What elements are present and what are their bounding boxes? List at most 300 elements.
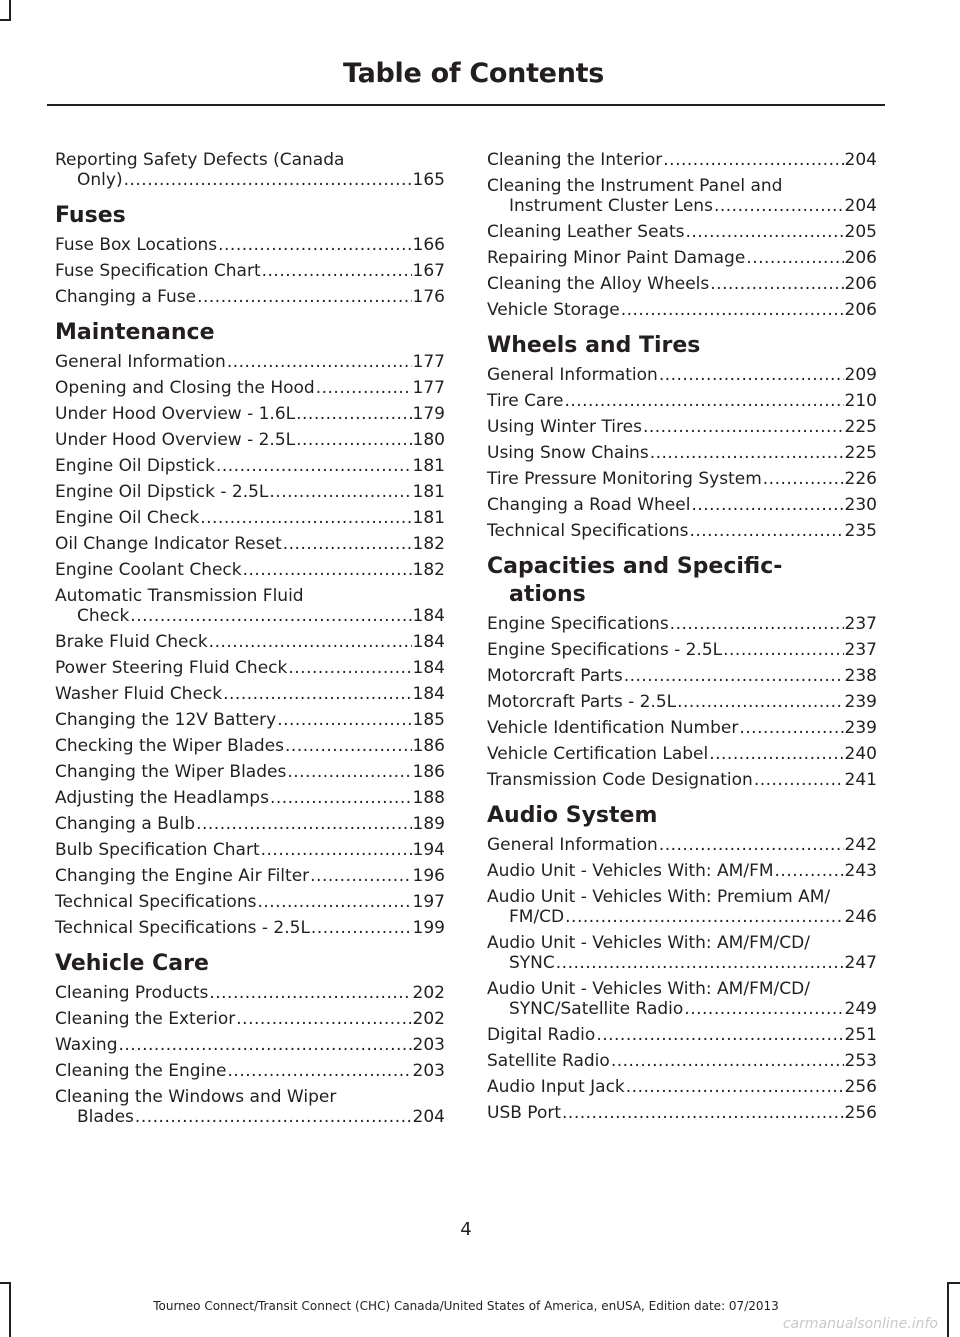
- toc-entry-line: [55, 736, 445, 756]
- dot-leader: [626, 1077, 844, 1097]
- toc-entry-line: [487, 365, 877, 385]
- toc-entry-text: USB Port: [487, 1103, 562, 1123]
- dot-leader: [223, 684, 411, 704]
- toc-entry-line: [55, 710, 445, 730]
- toc-entry-line: [487, 666, 877, 686]
- toc-entry[interactable]: [487, 979, 877, 1019]
- toc-entry[interactable]: [487, 469, 877, 489]
- toc-entry-line: [487, 614, 877, 634]
- toc-entry-text: Audio Unit - Vehicles With: Premium AM/: [487, 887, 831, 907]
- toc-entry-line: [487, 417, 877, 437]
- toc-section: [487, 802, 877, 1123]
- toc-page-number: 225: [844, 443, 877, 463]
- section-heading-text: Wheels and Tires: [487, 333, 701, 358]
- dot-leader: [287, 762, 411, 782]
- toc-entry-text: Changing the 12V Battery: [55, 710, 277, 730]
- toc-entry-text: Changing a Fuse: [55, 287, 197, 307]
- toc-entry-text: Satellite Radio: [487, 1051, 610, 1071]
- toc-entry-text: Automatic Transmission Fluid: [55, 586, 304, 606]
- toc-page-number: 206: [844, 300, 877, 320]
- toc-entry-text: Audio Unit - Vehicles With: AM/FM/CD/: [487, 933, 810, 953]
- toc-page-number: 203: [412, 1061, 445, 1081]
- toc-entry[interactable]: [55, 287, 445, 307]
- toc-entry[interactable]: [55, 736, 445, 756]
- toc-page-number: 177: [412, 352, 445, 372]
- toc-page-number: 210: [844, 391, 877, 411]
- toc-page-number: 199: [412, 918, 445, 938]
- toc-page-number: 206: [844, 274, 877, 294]
- toc-entry-text: Technical Specifications: [487, 521, 689, 541]
- toc-entry-line: [55, 235, 445, 255]
- dot-leader: [296, 430, 411, 450]
- dot-leader: [677, 692, 843, 712]
- toc-entry-line: [487, 744, 877, 764]
- toc-entry[interactable]: [487, 1077, 877, 1097]
- toc-entry[interactable]: [55, 508, 445, 528]
- toc-entry-line: [487, 521, 877, 541]
- toc-section: [487, 150, 877, 320]
- dot-leader: [236, 1009, 411, 1029]
- toc-page-number: 249: [844, 999, 877, 1019]
- toc-entry-text: Cleaning the Instrument Panel and: [487, 176, 783, 196]
- dot-leader: [643, 417, 844, 437]
- toc-entry-text: Engine Coolant Check: [55, 560, 242, 580]
- dot-leader: [754, 770, 844, 790]
- dot-leader: [311, 918, 412, 938]
- dot-leader: [277, 710, 411, 730]
- toc-entry-text: Cleaning the Windows and Wiper: [55, 1087, 337, 1107]
- toc-entry[interactable]: [55, 456, 445, 476]
- crop-mark: [947, 1282, 960, 1284]
- dot-leader: [564, 391, 843, 411]
- toc-entry-text: Opening and Closing the Hood: [55, 378, 315, 398]
- toc-entry-line: [55, 1087, 445, 1107]
- dot-leader: [611, 1051, 844, 1071]
- toc-entry[interactable]: [487, 887, 877, 927]
- toc-entry-line: [55, 840, 445, 860]
- toc-left-column: [55, 150, 445, 1139]
- dot-leader: [659, 835, 844, 855]
- dot-leader: [670, 614, 844, 634]
- toc-entry-text: Instrument Cluster Lens: [509, 196, 713, 216]
- dot-leader: [209, 632, 412, 652]
- toc-entry-text: Washer Fluid Check: [55, 684, 223, 704]
- toc-entry-line: [55, 1009, 445, 1029]
- dot-leader: [739, 718, 843, 738]
- toc-page-number: 182: [412, 534, 445, 554]
- toc-entry[interactable]: [487, 1025, 877, 1045]
- toc-entry[interactable]: [55, 658, 445, 678]
- toc-page-number: 238: [844, 666, 877, 686]
- toc-page-number: 209: [844, 365, 877, 385]
- toc-entry[interactable]: [55, 586, 445, 626]
- toc-entry-line: [487, 861, 877, 881]
- toc-entry-line: [487, 1077, 877, 1097]
- dot-leader: [684, 999, 843, 1019]
- section-heading-text: Fuses: [55, 203, 126, 228]
- toc-entry[interactable]: [487, 300, 877, 320]
- toc-page-number: 256: [844, 1103, 877, 1123]
- toc-page-number: 202: [412, 1009, 445, 1029]
- toc-page-number: 167: [412, 261, 445, 281]
- toc-entry[interactable]: [487, 248, 877, 268]
- toc-entry-text: Using Winter Tires: [487, 417, 642, 437]
- toc-entry[interactable]: [487, 614, 877, 634]
- dot-leader: [209, 983, 411, 1003]
- toc-entry-text: Engine Oil Dipstick: [55, 456, 215, 476]
- toc-entry-line: [55, 404, 445, 424]
- toc-section: [487, 332, 877, 541]
- toc-entry-text: Under Hood Overview - 1.6L: [55, 404, 296, 424]
- toc-entry-line: [55, 508, 445, 528]
- toc-entry-line: [487, 770, 877, 790]
- toc-page-number: 184: [412, 658, 445, 678]
- dot-leader: [283, 534, 412, 554]
- toc-entry[interactable]: [55, 378, 445, 398]
- toc-page-number: 246: [844, 907, 877, 927]
- toc-page-number: 177: [412, 378, 445, 398]
- toc-page-number: 188: [412, 788, 445, 808]
- dot-leader: [196, 814, 411, 834]
- toc-entry[interactable]: [487, 770, 877, 790]
- toc-entry-line: [55, 287, 445, 307]
- toc-entry[interactable]: [487, 933, 877, 973]
- toc-entry-text: General Information: [487, 365, 658, 385]
- toc-entry-text: Power Steering Fluid Check: [55, 658, 288, 678]
- toc-entry-text: Adjusting the Headlamps: [55, 788, 269, 808]
- dot-leader: [596, 1025, 843, 1045]
- toc-entry-text: Only): [77, 170, 123, 190]
- toc-page-number: 182: [412, 560, 445, 580]
- toc-entry-line: [55, 150, 445, 170]
- toc-page-number: 186: [412, 762, 445, 782]
- toc-page-number: 203: [412, 1035, 445, 1055]
- toc-entry-text: Cleaning the Alloy Wheels: [487, 274, 710, 294]
- toc-entry-text: Engine Specifications: [487, 614, 669, 634]
- dot-leader: [216, 456, 412, 476]
- toc-entry[interactable]: [487, 835, 877, 855]
- toc-entry-text: Blades: [77, 1107, 134, 1127]
- toc-entry-line: [487, 718, 877, 738]
- toc-entry[interactable]: [487, 365, 877, 385]
- toc-entry[interactable]: [487, 521, 877, 541]
- toc-entry-line: [487, 222, 877, 242]
- toc-entry[interactable]: [55, 892, 445, 912]
- toc-entry[interactable]: [487, 1051, 877, 1071]
- toc-page-number: 240: [844, 744, 877, 764]
- toc-entry[interactable]: [487, 744, 877, 764]
- toc-entry[interactable]: [55, 866, 445, 886]
- dot-leader: [714, 196, 844, 216]
- dot-leader: [119, 1035, 412, 1055]
- dot-leader: [261, 840, 412, 860]
- dot-leader: [710, 274, 843, 294]
- toc-entry-line: [487, 196, 877, 216]
- toc-entry-text: Changing a Bulb: [55, 814, 196, 834]
- toc-page-number: 253: [844, 1051, 877, 1071]
- toc-page-number: 181: [412, 482, 445, 502]
- dot-leader: [659, 365, 844, 385]
- toc-entry-line: [55, 1035, 445, 1055]
- toc-entry-text: Cleaning Products: [55, 983, 209, 1003]
- section-heading: [55, 950, 445, 978]
- toc-entry-line: [487, 835, 877, 855]
- toc-page-number: 166: [412, 235, 445, 255]
- toc-entry-text: Brake Fluid Check: [55, 632, 208, 652]
- toc-entry-text: Cleaning the Engine: [55, 1061, 227, 1081]
- toc-entry-text: Audio Unit - Vehicles With: AM/FM: [487, 861, 774, 881]
- toc-entry-line: [487, 640, 877, 660]
- toc-entry-line: [55, 892, 445, 912]
- toc-entry-text: Under Hood Overview - 2.5L: [55, 430, 296, 450]
- toc-page-number: 247: [844, 953, 877, 973]
- dot-leader: [262, 261, 412, 281]
- toc-entry[interactable]: [487, 417, 877, 437]
- toc-entry-text: Waxing: [55, 1035, 118, 1055]
- toc-entry[interactable]: [55, 918, 445, 938]
- dot-leader: [243, 560, 412, 580]
- toc-entry-line: [487, 1025, 877, 1045]
- toc-page-number: 181: [412, 508, 445, 528]
- dot-leader: [130, 606, 411, 626]
- toc-entry[interactable]: [55, 404, 445, 424]
- toc-entry-line: [487, 692, 877, 712]
- toc-page-number: 237: [844, 614, 877, 634]
- toc-entry-line: [487, 979, 877, 999]
- toc-entry-line: [55, 560, 445, 580]
- section-heading: [487, 553, 877, 609]
- toc-entry-line: [55, 430, 445, 450]
- toc-entry-text: Technical Specifications: [55, 892, 257, 912]
- toc-entry[interactable]: [55, 235, 445, 255]
- toc-entry[interactable]: [55, 762, 445, 782]
- toc-page-number: 165: [412, 170, 445, 190]
- toc-entry-text: Engine Specifications - 2.5L: [487, 640, 723, 660]
- dot-leader: [269, 482, 411, 502]
- dot-leader: [257, 892, 411, 912]
- toc-page-number: 205: [844, 222, 877, 242]
- toc-entry[interactable]: [55, 840, 445, 860]
- toc-entry-text: Checking the Wiper Blades: [55, 736, 285, 756]
- toc-entry[interactable]: [487, 666, 877, 686]
- toc-entry[interactable]: [487, 640, 877, 660]
- toc-entry-line: [487, 953, 877, 973]
- dot-leader: [310, 866, 411, 886]
- dot-leader: [288, 658, 411, 678]
- toc-section: [55, 319, 445, 938]
- dot-leader: [709, 744, 843, 764]
- toc-page-number: 235: [844, 521, 877, 541]
- toc-entry-text: Audio Input Jack: [487, 1077, 625, 1097]
- toc-entry-line: [487, 391, 877, 411]
- toc-entry[interactable]: [487, 1103, 877, 1123]
- toc-entry-text: General Information: [55, 352, 226, 372]
- toc-section: [55, 202, 445, 307]
- toc-entry[interactable]: [487, 861, 877, 881]
- toc-page-number: 251: [844, 1025, 877, 1045]
- toc-page-number: 237: [844, 640, 877, 660]
- toc-entry-line: [55, 170, 445, 190]
- toc-entry-text: Engine Oil Dipstick - 2.5L: [55, 482, 269, 502]
- edition-footer: Tourneo Connect/Transit Connect (CHC) Canada/United States of America, enUSA, Edition date: 07/2013: [153, 1299, 779, 1313]
- toc-entry-text: Changing the Wiper Blades: [55, 762, 287, 782]
- toc-entry-line: [487, 999, 877, 1019]
- toc-entry[interactable]: [55, 261, 445, 281]
- toc-entry[interactable]: [487, 274, 877, 294]
- page-title: Table of Contents: [342, 58, 604, 89]
- section-heading: [55, 202, 445, 230]
- dot-leader: [691, 495, 843, 515]
- toc-entry-line: [55, 352, 445, 372]
- toc-entry-line: [487, 274, 877, 294]
- dot-leader: [200, 508, 411, 528]
- crop-mark: [0, 19, 11, 21]
- toc-entry[interactable]: [55, 560, 445, 580]
- toc-page-number: 202: [412, 983, 445, 1003]
- toc-entry-line: [55, 482, 445, 502]
- toc-entry[interactable]: [487, 222, 877, 242]
- toc-entry-text: Digital Radio: [487, 1025, 596, 1045]
- toc-entry[interactable]: [487, 391, 877, 411]
- dot-leader: [218, 235, 411, 255]
- toc-entry-line: [487, 300, 877, 320]
- toc-entry[interactable]: [55, 632, 445, 652]
- section-heading-text: Audio System: [487, 803, 658, 828]
- toc-entry[interactable]: [55, 788, 445, 808]
- toc-entry[interactable]: [55, 1009, 445, 1029]
- toc-page-number: 186: [412, 736, 445, 756]
- toc-entry-text: Changing a Road Wheel: [487, 495, 691, 515]
- toc-entry-text: Vehicle Identification Number: [487, 718, 739, 738]
- toc-entry-text: FM/CD: [509, 907, 565, 927]
- toc-page-number: 185: [412, 710, 445, 730]
- dot-leader: [270, 788, 412, 808]
- page-number: 4: [460, 1219, 472, 1240]
- toc-page-number: 176: [412, 287, 445, 307]
- dot-leader: [556, 953, 844, 973]
- toc-entry-line: [487, 248, 877, 268]
- toc-entry[interactable]: [487, 495, 877, 515]
- toc-page-number: 256: [844, 1077, 877, 1097]
- toc-entry-text: SYNC/Satellite Radio: [509, 999, 684, 1019]
- dot-leader: [775, 861, 844, 881]
- header-divider: [47, 104, 885, 106]
- toc-entry[interactable]: [55, 534, 445, 554]
- toc-entry-line: [55, 762, 445, 782]
- toc-page-number: 225: [844, 417, 877, 437]
- toc-entry[interactable]: [55, 150, 445, 190]
- toc-page-number: 206: [844, 248, 877, 268]
- toc-page-number: 239: [844, 692, 877, 712]
- toc-entry-line: [55, 684, 445, 704]
- dot-leader: [316, 378, 412, 398]
- toc-page-number: 204: [412, 1107, 445, 1127]
- toc-entry[interactable]: [487, 443, 877, 463]
- toc-entry-text: Using Snow Chains: [487, 443, 649, 463]
- dot-leader: [746, 248, 843, 268]
- toc-entry-line: [55, 534, 445, 554]
- toc-entry-text: Motorcraft Parts: [487, 666, 623, 686]
- toc-entry-line: [487, 907, 877, 927]
- dot-leader: [228, 1061, 412, 1081]
- toc-page-number: 226: [844, 469, 877, 489]
- toc-entry[interactable]: [487, 176, 877, 216]
- toc-section: [487, 553, 877, 790]
- crop-mark: [947, 1282, 949, 1337]
- toc-entry-line: [487, 495, 877, 515]
- toc-entry-line: [55, 378, 445, 398]
- toc-entry[interactable]: [487, 692, 877, 712]
- toc-entry[interactable]: [55, 482, 445, 502]
- toc-entry[interactable]: [55, 814, 445, 834]
- toc-entry-text: General Information: [487, 835, 658, 855]
- toc-page-number: 180: [412, 430, 445, 450]
- dot-leader: [227, 352, 412, 372]
- toc-page-number: 179: [412, 404, 445, 424]
- toc-page-number: 204: [844, 196, 877, 216]
- toc-entry-line: [55, 983, 445, 1003]
- toc-entry-text: Cleaning the Exterior: [55, 1009, 236, 1029]
- toc-entry[interactable]: [55, 1061, 445, 1081]
- toc-entry[interactable]: [487, 150, 877, 170]
- toc-entry-text: Oil Change Indicator Reset: [55, 534, 282, 554]
- toc-page-number: 230: [844, 495, 877, 515]
- toc-entry-line: [55, 606, 445, 626]
- toc-entry[interactable]: [55, 983, 445, 1003]
- toc-entry-text: Tire Pressure Monitoring System: [487, 469, 762, 489]
- toc-entry-text: Check: [77, 606, 130, 626]
- watermark: carmanualsonline.info: [782, 1316, 938, 1332]
- toc-entry-text: Changing the Engine Air Filter: [55, 866, 310, 886]
- toc-entry-text: Engine Oil Check: [55, 508, 200, 528]
- section-heading-text: Capacities and Specific-: [487, 554, 783, 579]
- crop-mark: [0, 1282, 11, 1284]
- toc-page-number: 196: [412, 866, 445, 886]
- toc-entry-text: Technical Specifications - 2.5L: [55, 918, 310, 938]
- toc-entry[interactable]: [55, 684, 445, 704]
- dot-leader: [135, 1107, 412, 1127]
- toc-entry[interactable]: [55, 710, 445, 730]
- toc-entry[interactable]: [55, 1035, 445, 1055]
- toc-page-number: 184: [412, 606, 445, 626]
- toc-entry-line: [55, 658, 445, 678]
- toc-entry[interactable]: [55, 1087, 445, 1127]
- toc-entry-text: Tire Care: [487, 391, 564, 411]
- dot-leader: [197, 287, 411, 307]
- toc-entry-text: Audio Unit - Vehicles With: AM/FM/CD/: [487, 979, 810, 999]
- section-heading: [487, 802, 877, 830]
- toc-page-number: 239: [844, 718, 877, 738]
- toc-page-number: 189: [412, 814, 445, 834]
- toc-entry-text: Vehicle Storage: [487, 300, 620, 320]
- toc-page-number: 194: [412, 840, 445, 860]
- toc-entry[interactable]: [55, 352, 445, 372]
- toc-entry-line: [487, 1103, 877, 1123]
- toc-entry-line: [487, 887, 877, 907]
- toc-entry-text: Cleaning the Interior: [487, 150, 663, 170]
- toc-page-number: 184: [412, 684, 445, 704]
- toc-entry-text: Cleaning Leather Seats: [487, 222, 685, 242]
- toc-page-number: 184: [412, 632, 445, 652]
- dot-leader: [624, 666, 844, 686]
- toc-entry-line: [55, 788, 445, 808]
- toc-entry[interactable]: [487, 718, 877, 738]
- toc-right-column: [487, 150, 877, 1135]
- toc-entry[interactable]: [55, 430, 445, 450]
- toc-entry-line: [55, 632, 445, 652]
- toc-entry-line: [55, 866, 445, 886]
- dot-leader: [296, 404, 411, 424]
